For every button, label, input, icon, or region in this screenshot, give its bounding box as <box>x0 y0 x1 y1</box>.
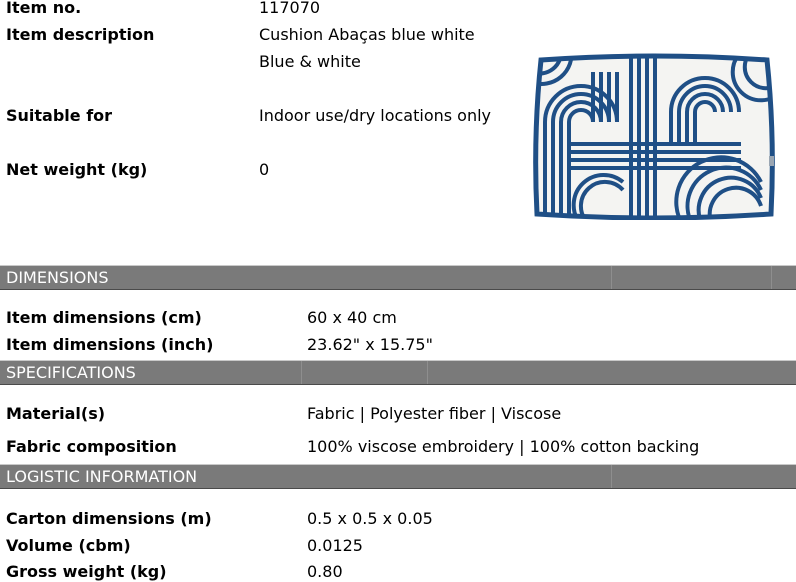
band-divider <box>427 361 428 384</box>
gross-weight-label: Gross weight (kg) <box>6 562 167 581</box>
specifications-header <box>0 360 796 385</box>
volume-value: 0.0125 <box>307 536 363 555</box>
item-no-value: 117070 <box>259 0 321 17</box>
materials-label: Material(s) <box>6 404 106 423</box>
item-dimensions-cm-value: 60 x 40 cm <box>307 308 397 327</box>
fabric-composition-label: Fabric composition <box>6 437 177 456</box>
specifications-title: SPECIFICATIONS <box>6 363 136 382</box>
logistic-header <box>0 464 796 489</box>
materials-value: Fabric | Polyester fiber | Viscose <box>307 404 562 423</box>
net-weight-label: Net weight (kg) <box>6 160 148 179</box>
item-color-value: Blue & white <box>259 52 361 71</box>
dimensions-title: DIMENSIONS <box>6 268 109 287</box>
band-divider <box>301 361 302 384</box>
carton-dimensions-label: Carton dimensions (m) <box>6 509 212 528</box>
volume-label: Volume (cbm) <box>6 536 131 555</box>
dimensions-header <box>0 265 796 290</box>
net-weight-value: 0 <box>259 160 270 179</box>
item-dimensions-cm-label: Item dimensions (cm) <box>6 308 202 327</box>
item-dimensions-inch-value: 23.62" x 15.75" <box>307 335 433 354</box>
gross-weight-value: 0.80 <box>307 562 343 581</box>
suitable-for-label: Suitable for <box>6 106 113 125</box>
cushion-product-image <box>531 52 777 220</box>
logistic-title: LOGISTIC INFORMATION <box>6 467 198 486</box>
band-divider <box>771 266 772 289</box>
item-no-label: Item no. <box>6 0 82 17</box>
item-description-label: Item description <box>6 25 155 44</box>
suitable-for-value: Indoor use/dry locations only <box>259 106 492 125</box>
band-divider <box>611 465 612 488</box>
carton-dimensions-value: 0.5 x 0.5 x 0.05 <box>307 509 433 528</box>
item-description-value: Cushion Abaças blue white <box>259 25 475 44</box>
band-divider <box>611 266 612 289</box>
item-dimensions-inch-label: Item dimensions (inch) <box>6 335 214 354</box>
fabric-composition-value: 100% viscose embroidery | 100% cotton backing <box>307 437 700 456</box>
